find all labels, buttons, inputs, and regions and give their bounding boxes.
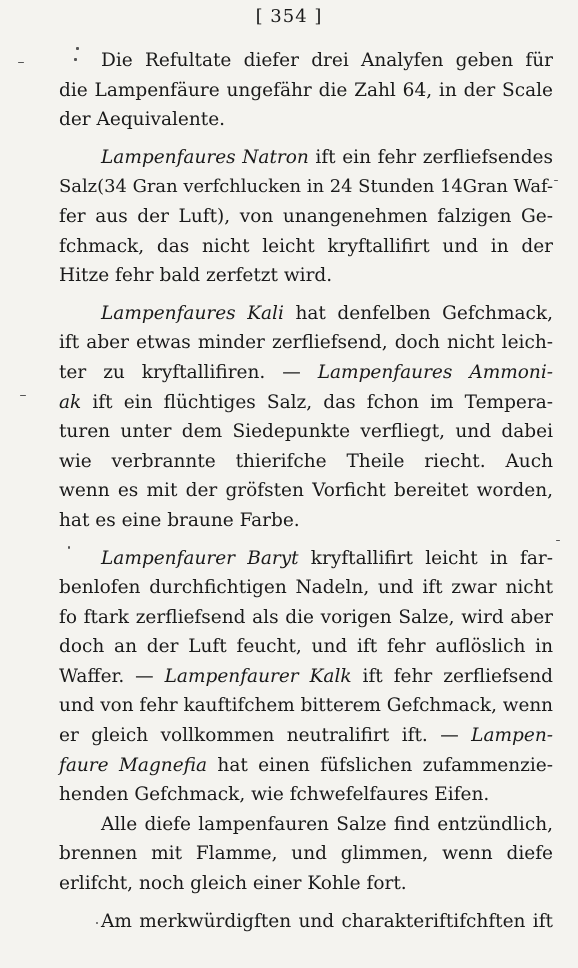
- text-run: Die Refultate diefer drei Analyfen geben für: [101, 50, 553, 71]
- text-run: ift ein fehr zerfliefsendes: [308, 146, 553, 168]
- text-run: erlifcht, noch gleich einer Kohle fort.: [59, 873, 407, 895]
- text-line: [59, 76, 553, 106]
- italic-term: ak: [59, 391, 82, 413]
- text-line: [59, 691, 553, 721]
- scan-speck: [96, 922, 98, 924]
- text-line: [59, 632, 553, 662]
- paragraph-gap: [59, 291, 553, 299]
- scan-speck: [20, 395, 26, 396]
- italic-term: Lampenfaurer Baryt: [101, 547, 299, 569]
- text-line: [59, 46, 553, 76]
- text-run: Salz(34 Gran verfchlucken in 24 Stunden 14Gran Waf-: [59, 176, 554, 198]
- text-run: ift aber etwas minder zerfliefsend, doch nicht leich-: [59, 332, 553, 354]
- text-run: ter zu kryftallifiren. —: [59, 361, 318, 383]
- paragraph-gap: [59, 899, 553, 907]
- text-run: brennen mit Flamme, und glimmen, wenn diefe: [59, 843, 553, 865]
- text-line: [59, 603, 553, 633]
- text-line: [59, 506, 553, 536]
- text-line: [59, 447, 553, 477]
- text-run: ift fehr zerfliefsend: [351, 665, 553, 687]
- paragraph: [59, 46, 553, 135]
- text-line: [59, 544, 553, 574]
- scan-speck: [18, 62, 24, 63]
- text-line: [59, 143, 553, 173]
- scan-speck: [74, 58, 77, 61]
- text-run: Am merkwürdigften und charakteriftifchften ift: [101, 910, 553, 932]
- text-line: [59, 780, 553, 810]
- text-line: [59, 105, 553, 135]
- text-line: [59, 202, 553, 232]
- text-run: Waffer. —: [59, 665, 165, 687]
- paragraph: [59, 143, 553, 291]
- italic-term: Lampen-: [471, 725, 553, 747]
- paragraph: [59, 907, 553, 937]
- body-text: [59, 46, 553, 936]
- text-line: [59, 417, 553, 447]
- paragraph: [59, 299, 553, 536]
- text-run: benlofen durchfichtigen Nadeln, und ift zwar nicht: [59, 577, 553, 599]
- text-line: [59, 751, 553, 781]
- text-run: fchmack, das nicht leicht kryftallifirt und in der: [59, 235, 553, 257]
- text-run: hat einen füfslichen zufammenzie-: [207, 754, 553, 776]
- text-line: [59, 388, 553, 418]
- text-run: Hitze fehr bald zerfetzt wird.: [59, 265, 333, 287]
- paragraph-gap: [59, 536, 553, 544]
- italic-term: faure Magnefia: [59, 754, 208, 776]
- text-run: die Lampenfäure ungefähr die Zahl 64, in der Scale: [59, 79, 553, 101]
- text-run: hat es eine braune Farbe.: [59, 509, 300, 531]
- text-run: ift ein flüchtiges Salz, das fchon im Tempera-: [81, 391, 553, 413]
- text-line: [59, 573, 553, 603]
- text-line: [59, 839, 553, 869]
- paragraph-gap: [59, 135, 553, 143]
- italic-term: Lampenfaures Natron: [101, 146, 309, 168]
- text-line: [59, 232, 553, 262]
- text-run: fo ftark zerfliefsend als die vorigen Salze, wird aber: [59, 606, 553, 628]
- paragraph: [59, 810, 553, 899]
- text-line: [59, 662, 553, 692]
- text-run: kryftallifirt leicht in far-: [298, 547, 553, 569]
- text-run: doch an der Luft feucht, und ift fehr auflöslich in: [59, 636, 553, 658]
- scan-speck: [554, 180, 558, 181]
- text-run: henden Gefchmack, wie fchwefelfaures Eifen.: [59, 784, 490, 806]
- text-line: [59, 328, 553, 358]
- text-run: wenn es mit der gröfsten Vorficht bereitet worden,: [59, 480, 553, 502]
- text-line: [59, 810, 553, 840]
- text-run: er gleich vollkommen neutralifirt ift. —: [59, 725, 472, 747]
- text-line: [59, 172, 553, 202]
- text-line: [59, 869, 553, 899]
- text-line: [59, 358, 553, 388]
- text-run: Alle diefe lampenfauren Salze find entzündlich,: [101, 813, 553, 835]
- text-run: hat denfelben Gefchmack,: [283, 302, 553, 324]
- text-line: [59, 907, 553, 937]
- paragraph: [59, 544, 553, 810]
- text-line: [59, 261, 553, 291]
- page-number: [ 354 ]: [255, 6, 323, 27]
- scan-speck: [556, 540, 560, 541]
- italic-term: Lampenfaures Ammoni-: [317, 361, 554, 383]
- text-run: fer aus der Luft), von unangenehmen falzigen Ge-: [59, 205, 553, 227]
- text-run: und von fehr kauftifchem bitterem Gefchmack, wenn: [59, 695, 554, 717]
- scan-speck: [76, 47, 79, 50]
- text-run: turen unter dem Siedepunkte verfliegt, und dabei: [59, 421, 553, 443]
- text-run: wie verbrannte thierifche Theile riecht. Auch: [59, 450, 553, 472]
- text-line: [59, 476, 553, 506]
- scan-speck: [68, 546, 70, 549]
- italic-term: Lampenfaurer Kalk: [164, 665, 352, 687]
- text-line: [59, 299, 553, 329]
- text-run: der Aequivalente.: [59, 109, 226, 131]
- text-line: [59, 721, 553, 751]
- italic-term: Lampenfaures Kali: [101, 302, 284, 324]
